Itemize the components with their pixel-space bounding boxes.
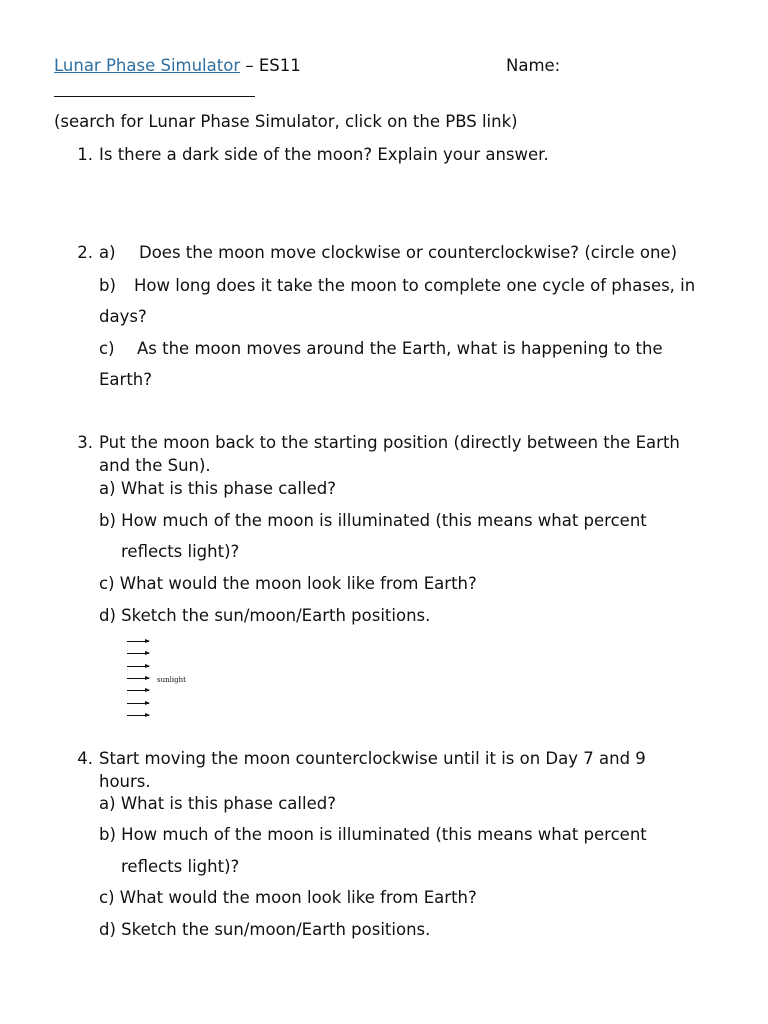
sunlight-arrow-icon (127, 641, 149, 642)
question-3a (99, 479, 336, 498)
question-3d-label: d) (99, 606, 116, 625)
question-3c-label: c) (99, 574, 115, 593)
course-code: – ES11 (240, 56, 301, 75)
sunlight-arrow-icon (127, 703, 149, 704)
question-4a (99, 794, 336, 813)
worksheet-title (54, 56, 301, 75)
question-4d-text: Sketch the sun/moon/Earth positions. (121, 920, 431, 939)
question-3b-text-line1: How much of the moon is illuminated (this means what percent (121, 511, 647, 530)
question-4b-text-line2: reflects light)? (121, 857, 240, 876)
question-3-number: 3. (77, 433, 93, 452)
question-2a-label: a) (99, 243, 116, 262)
question-3d-text: Sketch the sun/moon/Earth positions. (121, 606, 431, 625)
question-1-number: 1. (77, 145, 93, 164)
question-3-text-line1: Put the moon back to the starting position (directly between the Earth (99, 433, 680, 452)
instructions: (search for Lunar Phase Simulator, click on the PBS link) (54, 112, 518, 131)
question-3a-label: a) (99, 479, 116, 498)
question-3c (99, 574, 477, 593)
question-2c-text-line1: As the moon moves around the Earth, what is happening to the (137, 339, 663, 358)
question-3b-label: b) (99, 511, 116, 530)
question-2c-label: c) (99, 339, 115, 358)
question-4b (99, 825, 647, 844)
name-label: Name: (506, 56, 561, 75)
question-4-text-line1: Start moving the moon counterclockwise until it is on Day 7 and 9 (99, 749, 646, 768)
question-3b-text-line2: reflects light)? (121, 542, 240, 561)
question-4c-label: c) (99, 888, 115, 907)
question-2b-label: b) (99, 276, 116, 295)
question-3a-text: What is this phase called? (120, 479, 336, 498)
sunlight-arrow-icon (127, 678, 149, 679)
sunlight-arrow-icon (127, 653, 149, 654)
question-4a-label: a) (99, 794, 116, 813)
question-4b-text-line1: How much of the moon is illuminated (this means what percent (121, 825, 647, 844)
question-3d (99, 606, 430, 625)
question-4d (99, 920, 430, 939)
question-1-text: Is there a dark side of the moon? Explain your answer. (99, 145, 549, 164)
question-2c-text-line2: Earth? (99, 370, 153, 389)
sunlight-arrow-icon (127, 666, 149, 667)
question-4d-label: d) (99, 920, 116, 939)
sunlight-arrow-icon (127, 690, 149, 691)
question-4-text-line2: hours. (99, 772, 151, 791)
sunlight-arrow-icon (127, 715, 149, 716)
question-4-number: 4. (77, 749, 93, 768)
question-2b-text-line1: How long does it take the moon to complete one cycle of phases, in (134, 276, 696, 295)
question-4b-label: b) (99, 825, 116, 844)
question-2a-text: Does the moon move clockwise or counterclockwise? (circle one) (139, 243, 678, 262)
name-blank-line (54, 96, 255, 97)
question-4a-text: What is this phase called? (120, 794, 336, 813)
question-3b (99, 511, 647, 530)
question-2-number: 2. (77, 243, 93, 262)
sunlight-label: sunlight (157, 676, 186, 684)
lunar-phase-simulator-link[interactable]: Lunar Phase Simulator (54, 56, 241, 75)
question-2b-text-line2: days? (99, 307, 147, 326)
question-3-text-line2: and the Sun). (99, 456, 211, 475)
question-3c-text: What would the moon look like from Earth? (119, 574, 477, 593)
question-4c-text: What would the moon look like from Earth? (119, 888, 477, 907)
question-4c (99, 888, 477, 907)
